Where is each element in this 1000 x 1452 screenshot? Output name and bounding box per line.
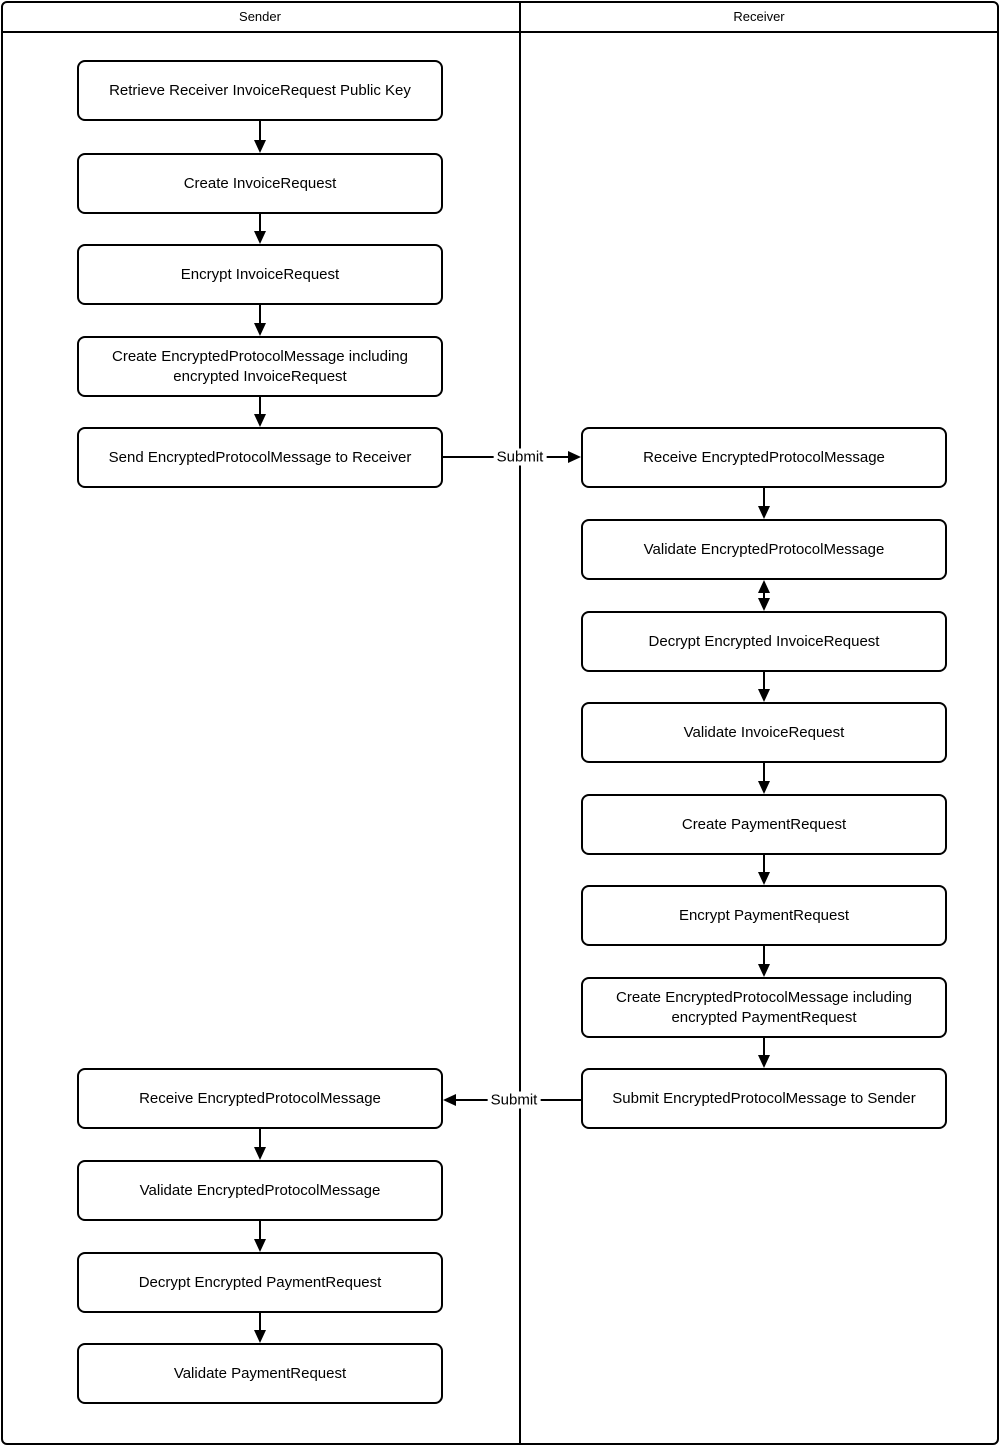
- arrow-down-icon: [758, 598, 770, 611]
- flow-step-create-paymentrequest: Create PaymentRequest: [581, 794, 947, 855]
- arrow-down-icon: [758, 506, 770, 519]
- connector-line: [259, 1221, 261, 1240]
- arrow-down-icon: [254, 323, 266, 336]
- arrow-down-icon: [254, 231, 266, 244]
- lane-divider: [519, 1, 521, 1443]
- arrow-down-icon: [254, 1330, 266, 1343]
- connector-line: [259, 1313, 261, 1331]
- connector-line: [259, 121, 261, 141]
- connector-line: [763, 946, 765, 965]
- arrow-down-icon: [758, 872, 770, 885]
- arrow-down-icon: [254, 1239, 266, 1252]
- connector-line: [763, 488, 765, 507]
- arrow-down-icon: [758, 781, 770, 794]
- connector-line: [259, 1129, 261, 1148]
- flow-step-retrieve-receiver-invoicerequest-public-key: Retrieve Receiver InvoiceRequest Public Key: [77, 60, 443, 121]
- flow-step-validate-paymentrequest: Validate PaymentRequest: [77, 1343, 443, 1404]
- edge-label-submit-to-sender: Submit: [488, 1092, 541, 1109]
- connector-line: [763, 855, 765, 873]
- flow-step-decrypt-encrypted-invoicerequest: Decrypt Encrypted InvoiceRequest: [581, 611, 947, 672]
- flow-step-decrypt-encrypted-paymentrequest: Decrypt Encrypted PaymentRequest: [77, 1252, 443, 1313]
- flow-step-validate-encryptedprotocolmessage: Validate EncryptedProtocolMessage: [581, 519, 947, 580]
- flow-step-create-encryptedprotocolmessage-paymentrequest: Create EncryptedProtocolMessage including encrypted PaymentRequest: [581, 977, 947, 1038]
- lane-header-receiver: Receiver: [733, 8, 785, 24]
- arrow-down-icon: [758, 964, 770, 977]
- arrow-down-icon: [758, 1055, 770, 1068]
- connector-line: [259, 214, 261, 232]
- connector-line: [763, 672, 765, 690]
- flow-step-validate-encryptedprotocolmessage-sender: Validate EncryptedProtocolMessage: [77, 1160, 443, 1221]
- connector-line: [259, 397, 261, 415]
- connector-line: [763, 763, 765, 782]
- flow-step-create-invoicerequest: Create InvoiceRequest: [77, 153, 443, 214]
- arrow-down-icon: [254, 414, 266, 427]
- flow-step-create-encryptedprotocolmessage-invoicerequest: Create EncryptedProtocolMessage including encrypted InvoiceRequest: [77, 336, 443, 397]
- arrow-down-icon: [254, 140, 266, 153]
- flow-step-receive-encryptedprotocolmessage-sender: Receive EncryptedProtocolMessage: [77, 1068, 443, 1129]
- arrow-right-icon: [568, 451, 581, 463]
- flow-step-validate-invoicerequest: Validate InvoiceRequest: [581, 702, 947, 763]
- arrow-up-icon: [758, 580, 770, 593]
- flow-step-send-encryptedprotocolmessage-to-receiver: Send EncryptedProtocolMessage to Receiver: [77, 427, 443, 488]
- edge-label-submit-to-receiver: Submit: [494, 449, 547, 466]
- flow-step-receive-encryptedprotocolmessage: Receive EncryptedProtocolMessage: [581, 427, 947, 488]
- arrow-down-icon: [254, 1147, 266, 1160]
- flow-step-encrypt-paymentrequest: Encrypt PaymentRequest: [581, 885, 947, 946]
- arrow-down-icon: [758, 689, 770, 702]
- flow-step-encrypt-invoicerequest: Encrypt InvoiceRequest: [77, 244, 443, 305]
- connector-line: [763, 1038, 765, 1056]
- flow-step-submit-encryptedprotocolmessage-to-sender: Submit EncryptedProtocolMessage to Sender: [581, 1068, 947, 1129]
- arrow-left-icon: [443, 1094, 456, 1106]
- connector-line: [259, 305, 261, 324]
- lane-header-sender: Sender: [239, 8, 281, 24]
- header-divider: [1, 31, 997, 33]
